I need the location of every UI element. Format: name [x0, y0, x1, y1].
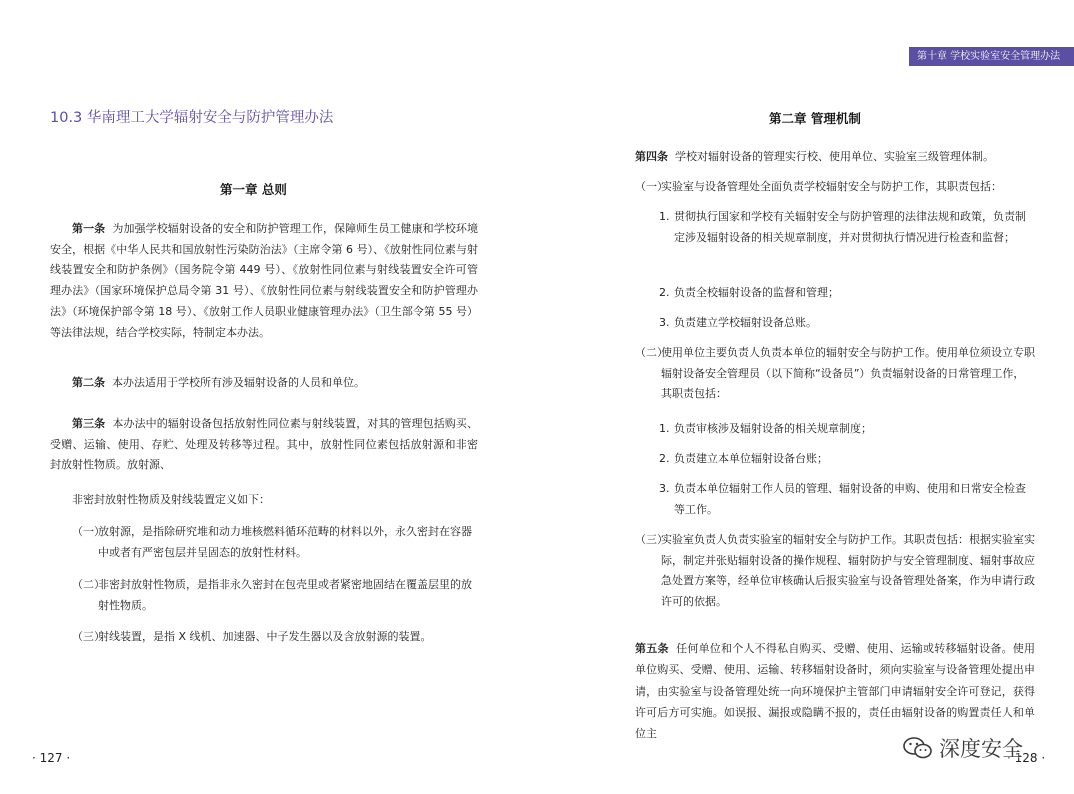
definition-intro: 非密封放射性物质及射线装置定义如下： — [72, 493, 270, 506]
list-item-marker: 2. — [659, 452, 670, 465]
article4-text: 学校对辐射设备的管理实行校、使用单位、实验室三级管理体制。 — [675, 150, 994, 163]
list-item-marker: 1. — [659, 210, 670, 223]
watermark — [903, 733, 1023, 763]
list-item — [659, 313, 1035, 334]
list-item-text: 负责建立学校辐射设备总账。 — [674, 316, 817, 329]
article3-text: 本办法中的辐射设备包括放射性同位素与射线装置，对其的管理包括购买、受赠、运输、使用、存贮、处理及转移等过程。其中，放射性同位素包括放射源和非密封放射性物质。放射源、 — [50, 417, 478, 472]
definition-text: 放射源，是指除研究堆和动力堆核燃料循环范畴的材料以外，永久密封在容器中或者有严密包层并呈固态的放射性材料。 — [98, 525, 472, 559]
article2-label: 第二条 — [72, 376, 105, 389]
list-item-marker: 1. — [659, 422, 670, 435]
page-number-left: · 127 · — [32, 751, 71, 765]
list-item — [659, 479, 1035, 520]
article4-label: 第四条 — [635, 150, 668, 163]
definition-item — [72, 627, 478, 648]
wechat-icon — [903, 736, 933, 760]
article5-text: 任何单位和个人不得私自购买、受赠、使用、运输或转移辐射设备。使用单位购买、受赠、使用、运输、转移辐射设备时，须向实验室与设备管理处提出申请，由实验室与设备管理处统一向环境保护主管部门申请辐射安全许可登记，获得许可后方可实施。如误报、漏报或隐瞒不报的，责任由辐射设备的购置责任人和单位主 — [635, 642, 1036, 741]
article3-paragraph — [50, 414, 478, 476]
definition-item — [72, 522, 478, 563]
list-item-text: 负责全校辐射设备的监督和管理； — [674, 286, 839, 299]
article5-label: 第五条 — [635, 642, 669, 655]
sub-item-marker: （一） — [635, 180, 668, 193]
list-item — [659, 207, 1035, 248]
page-number-right: · 128 · — [1007, 751, 1046, 765]
list-item-marker: 3. — [659, 482, 670, 495]
chapter2-heading: 第二章 管理机制 — [769, 111, 861, 126]
list-item-text: 负责建立本单位辐射设备台账； — [674, 452, 828, 465]
list-item-text: 贯彻执行国家和学校有关辐射安全与防护管理的法律法规和政策，负责制定涉及辐射设备的相关规章制度，并对贯彻执行情况进行检查和监督； — [674, 210, 1026, 244]
definition-item — [72, 575, 478, 616]
sub-item-text: 使用单位主要负责人负责本单位的辐射安全与防护工作。使用单位须设立专职辐射设备安全管理员（以下简称“设备员”）负责辐射设备的日常管理工作，其职责包括： — [661, 346, 1035, 400]
definition-marker: （三） — [72, 630, 105, 643]
right-page — [537, 0, 1074, 794]
sub-item-marker: （二） — [635, 346, 668, 359]
section-title: 10.3 华南理工大学辐射安全与防护管理办法 — [50, 110, 334, 126]
sub-item-1 — [635, 177, 1035, 198]
sub-item-text: 实验室与设备管理处全面负责学校辐射安全与防护工作，其职责包括： — [661, 180, 1002, 193]
chapter1-heading: 第一章 总则 — [220, 182, 287, 197]
article4-paragraph — [635, 147, 1035, 168]
article2-paragraph — [50, 373, 478, 394]
article1-text: 为加强学校辐射设备的安全和防护管理工作，保障师生员工健康和学校环境安全，根据《中华人民共和国放射性污染防治法》（主席令第 6 号）、《放射性同位素与射线装置安全和防护条例》（国务院令第 449 号）、《放射性同位素与射线装置安全许可管理办法》（国家环境保护总局令第 31 号）、《放射性同位素与射线装置安全和防护管理办法》（环境保护部令第 18 号）、《放射工作人员职业健康管理办法》（卫生部令第 55 号）等法律法规，结合学校实际，特制定本办法。 — [50, 222, 478, 339]
watermark-text: 深度安全 — [939, 737, 1023, 761]
list-item — [659, 283, 1035, 304]
sub-item-3 — [635, 530, 1035, 612]
list-item — [659, 449, 1035, 470]
sub-item-text: 实验室负责人负责实验室的辐射安全与防护工作。其职责包括：根据实验室实际，制定并张贴辐射设备的操作规程、辐射防护与安全管理制度、辐射事故应急处置方案等，经单位审核确认后报实验室与设备管理处备案，作为申请行政许可的依据。 — [661, 533, 1035, 608]
definition-marker: （二） — [72, 578, 105, 591]
article1-paragraph — [50, 219, 478, 343]
sub-item-2 — [635, 343, 1035, 405]
list-item — [659, 419, 1035, 440]
definition-marker: （一） — [72, 525, 105, 538]
article5-paragraph — [635, 638, 1035, 744]
chapter-banner: 第十章 学校实验室安全管理办法 — [909, 47, 1074, 66]
list-item-marker: 3. — [659, 316, 670, 329]
definition-text: 非密封放射性物质，是指非永久密封在包壳里或者紧密地固结在覆盖层里的放射性物质。 — [98, 578, 472, 612]
definition-text: 射线装置，是指 X 线机、加速器、中子发生器以及含放射源的装置。 — [98, 630, 432, 643]
list-item-text: 负责本单位辐射工作人员的管理、辐射设备的申购、使用和日常安全检查等工作。 — [674, 482, 1026, 516]
list-item-marker: 2. — [659, 286, 670, 299]
list-item-text: 负责审核涉及辐射设备的相关规章制度； — [674, 422, 872, 435]
sub-item-marker: （三） — [635, 533, 668, 546]
article2-text: 本办法适用于学校所有涉及辐射设备的人员和单位。 — [112, 376, 365, 389]
article3-label: 第三条 — [72, 417, 106, 430]
article1-label: 第一条 — [72, 222, 106, 235]
